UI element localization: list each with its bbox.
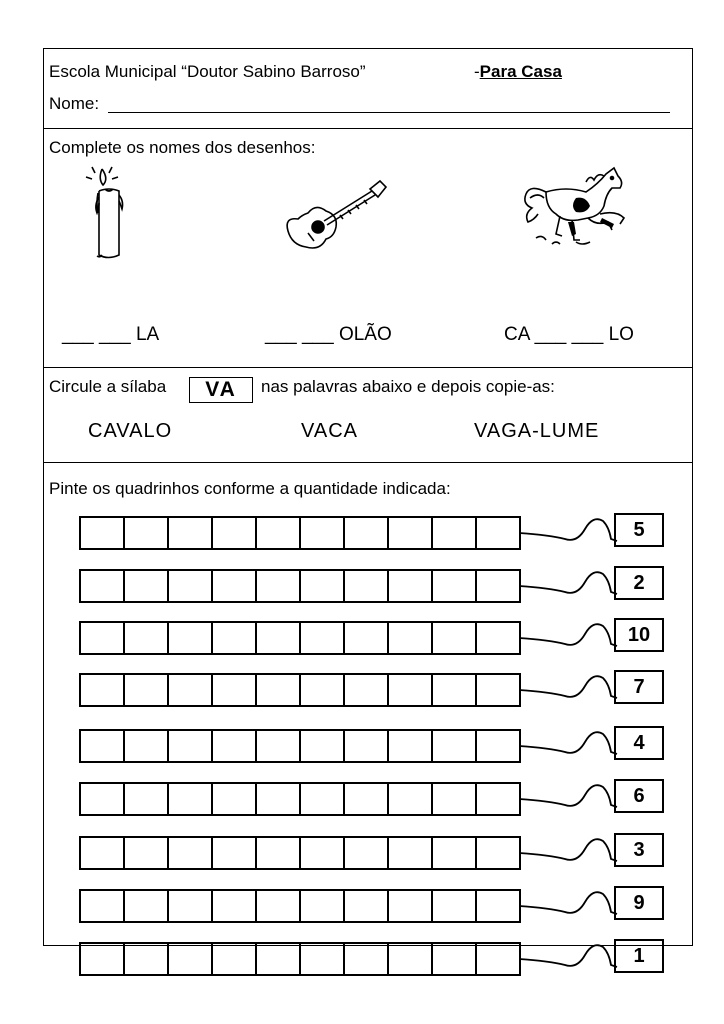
nome-line[interactable] (108, 112, 670, 113)
paint-box[interactable] (125, 675, 169, 705)
circle-instruction-end: nas palavras abaixo e depois copie-as: (261, 377, 555, 396)
paint-box[interactable] (81, 571, 125, 601)
paint-box[interactable] (433, 891, 477, 921)
header-section (44, 49, 692, 129)
paint-box[interactable] (169, 891, 213, 921)
paint-box[interactable] (433, 675, 477, 705)
paint-box[interactable] (433, 784, 477, 814)
paint-box[interactable] (169, 518, 213, 548)
paint-box[interactable] (433, 518, 477, 548)
paint-box[interactable] (257, 944, 301, 974)
paint-box[interactable] (301, 623, 345, 653)
box-strip (79, 673, 521, 707)
counting-row (79, 833, 659, 869)
paint-box[interactable] (477, 675, 519, 705)
paint-box[interactable] (477, 784, 519, 814)
paint-box[interactable] (257, 675, 301, 705)
paint-box[interactable] (169, 675, 213, 705)
paint-boxes-section (44, 463, 692, 967)
counting-row (79, 939, 659, 975)
box-strip (79, 621, 521, 655)
paint-box[interactable] (301, 784, 345, 814)
paint-box[interactable] (257, 571, 301, 601)
word-candle: ___ ___ LA (62, 324, 160, 345)
practice-word[interactable]: VAGA-LUME (474, 420, 600, 442)
connector-line (519, 779, 619, 815)
quantity-box: 7 (614, 670, 664, 704)
paint-box[interactable] (257, 784, 301, 814)
paint-box[interactable] (125, 518, 169, 548)
paint-box[interactable] (213, 944, 257, 974)
paint-box[interactable] (345, 891, 389, 921)
paint-box[interactable] (81, 518, 125, 548)
paint-box[interactable] (389, 731, 433, 761)
nome-label: Nome: (49, 94, 100, 113)
counting-row (79, 513, 659, 549)
school-name: Escola Municipal “Doutor Sabino Barroso” (49, 62, 366, 81)
paint-instruction: Pinte os quadrinhos conforme a quantidade indicada: (49, 479, 451, 498)
paint-box[interactable] (301, 838, 345, 868)
paint-box[interactable] (389, 891, 433, 921)
box-strip (79, 836, 521, 870)
paint-box[interactable] (169, 784, 213, 814)
paint-box[interactable] (477, 571, 519, 601)
paint-box[interactable] (301, 731, 345, 761)
paint-box[interactable] (345, 623, 389, 653)
paint-box[interactable] (345, 838, 389, 868)
quantity-box: 3 (614, 833, 664, 867)
quantity-box: 4 (614, 726, 664, 760)
paint-box[interactable] (433, 838, 477, 868)
paint-box[interactable] (169, 623, 213, 653)
box-strip (79, 942, 521, 976)
paint-box[interactable] (213, 675, 257, 705)
quantity-box: 1 (614, 939, 664, 973)
paint-box[interactable] (213, 731, 257, 761)
quantity-box: 6 (614, 779, 664, 813)
paint-box[interactable] (81, 675, 125, 705)
paint-box[interactable] (169, 731, 213, 761)
paint-box[interactable] (213, 518, 257, 548)
paint-box[interactable] (81, 731, 125, 761)
paint-box[interactable] (389, 571, 433, 601)
paint-box[interactable] (301, 891, 345, 921)
connector-line (519, 618, 619, 654)
paint-box[interactable] (477, 518, 519, 548)
paint-box[interactable] (213, 571, 257, 601)
paint-box[interactable] (345, 731, 389, 761)
connector-line (519, 939, 619, 975)
quantity-box: 2 (614, 566, 664, 600)
worksheet (43, 48, 693, 967)
counting-row (79, 566, 659, 602)
practice-word[interactable]: VACA (301, 420, 358, 442)
paint-box[interactable] (81, 838, 125, 868)
paint-box[interactable] (125, 891, 169, 921)
box-strip (79, 729, 521, 763)
quantity-box: 10 (614, 618, 664, 652)
paint-box[interactable] (125, 731, 169, 761)
paint-box[interactable] (169, 838, 213, 868)
paint-box[interactable] (81, 891, 125, 921)
paint-box[interactable] (477, 838, 519, 868)
paint-box[interactable] (125, 623, 169, 653)
paint-box[interactable] (345, 784, 389, 814)
paint-box[interactable] (257, 623, 301, 653)
box-strip (79, 782, 521, 816)
paint-box[interactable] (257, 891, 301, 921)
complete-instruction: Complete os nomes dos desenhos: (49, 138, 316, 157)
paint-box[interactable] (345, 518, 389, 548)
paint-box[interactable] (81, 623, 125, 653)
paint-box[interactable] (301, 571, 345, 601)
paint-box[interactable] (433, 623, 477, 653)
quantity-box: 9 (614, 886, 664, 920)
paint-box[interactable] (477, 944, 519, 974)
paint-box[interactable] (257, 518, 301, 548)
counting-row (79, 726, 659, 762)
connector-line (519, 566, 619, 602)
counting-row (79, 618, 659, 654)
connector-line (519, 726, 619, 762)
paint-box[interactable] (169, 571, 213, 601)
paint-box[interactable] (389, 838, 433, 868)
word-guitar: ___ ___ OLÃO (265, 324, 392, 345)
paint-box[interactable] (389, 675, 433, 705)
paint-box[interactable] (213, 623, 257, 653)
paint-box[interactable] (213, 784, 257, 814)
paint-box[interactable] (477, 623, 519, 653)
paint-box[interactable] (345, 944, 389, 974)
paint-box[interactable] (389, 623, 433, 653)
paint-box[interactable] (213, 891, 257, 921)
paint-box[interactable] (477, 731, 519, 761)
connector-line (519, 670, 619, 706)
paint-box[interactable] (125, 784, 169, 814)
complete-names-section (44, 129, 692, 368)
paint-box[interactable] (433, 944, 477, 974)
paint-box[interactable] (301, 518, 345, 548)
paint-box[interactable] (389, 784, 433, 814)
paint-box[interactable] (125, 944, 169, 974)
paint-box[interactable] (301, 944, 345, 974)
counting-row (79, 670, 659, 706)
practice-word[interactable]: CAVALO (88, 420, 173, 442)
paint-box[interactable] (81, 944, 125, 974)
counting-row (79, 779, 659, 815)
paint-box[interactable] (169, 944, 213, 974)
paint-box[interactable] (345, 571, 389, 601)
box-strip (79, 569, 521, 603)
box-strip (79, 889, 521, 923)
word-horse: CA ___ ___ LO (504, 324, 634, 345)
paint-box[interactable] (433, 731, 477, 761)
horse-icon (516, 162, 636, 252)
paint-box[interactable] (389, 518, 433, 548)
paint-box[interactable] (345, 675, 389, 705)
paint-box[interactable] (213, 838, 257, 868)
quantity-box: 5 (614, 513, 664, 547)
connector-line (519, 886, 619, 922)
box-strip (79, 516, 521, 550)
paint-box[interactable] (81, 784, 125, 814)
paint-box[interactable] (477, 891, 519, 921)
paint-box[interactable] (125, 571, 169, 601)
para-casa-label: -Para Casa (474, 62, 562, 81)
guitar-icon (280, 175, 390, 255)
connector-line (519, 833, 619, 869)
counting-row (79, 886, 659, 922)
circle-instruction-start: Circule a sílaba (49, 377, 167, 396)
syllable-box: VA (189, 377, 253, 403)
connector-line (519, 513, 619, 549)
circle-syllable-section (44, 368, 692, 463)
paint-box[interactable] (433, 571, 477, 601)
paint-box[interactable] (389, 944, 433, 974)
paint-box[interactable] (301, 675, 345, 705)
paint-box[interactable] (257, 838, 301, 868)
paint-box[interactable] (125, 838, 169, 868)
candle-icon (72, 163, 142, 263)
paint-box[interactable] (257, 731, 301, 761)
